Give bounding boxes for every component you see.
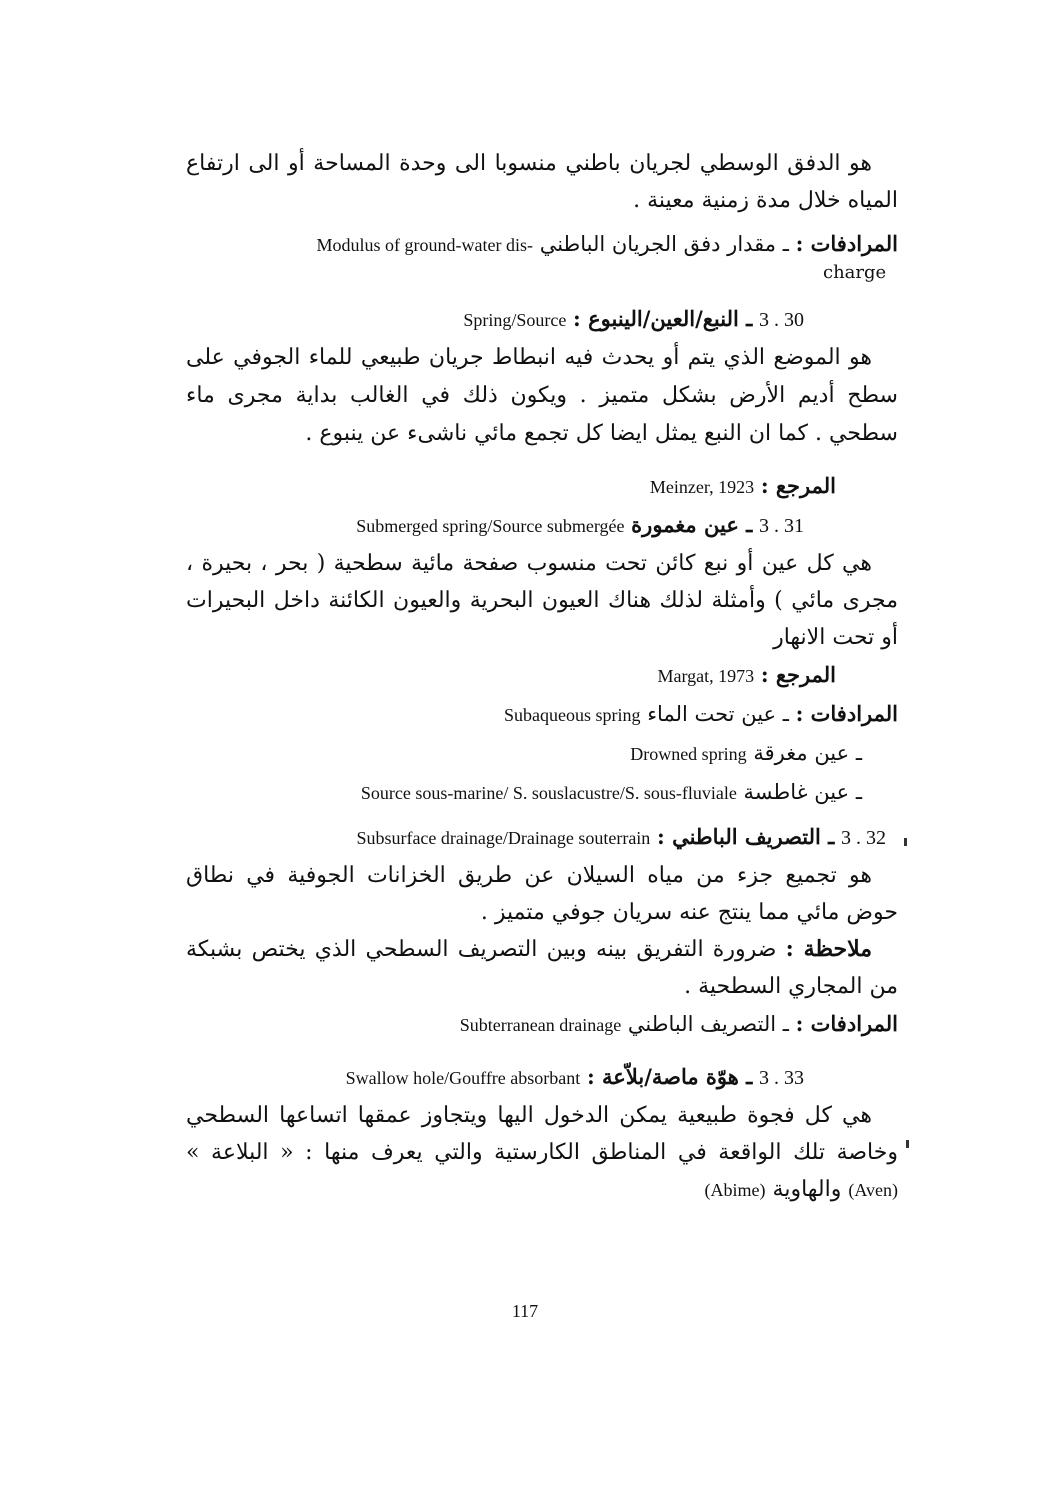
- entry-term-latin: Submerged spring/Source submergée: [356, 516, 625, 536]
- synonym-item: [186, 773, 898, 812]
- synonym-arabic: ـ عين تحت الماء: [647, 702, 789, 726]
- paragraph: هي كل عين أو نبع كائن تحت منسوب صفحة مائية سطحية ( بحر ، بحيرة ، مجرى مائي ) وأمثلة لذلك هناك العيون البحرية والعيون الكائنة داخل البحيرات أو تحت الانهار: [186, 551, 898, 650]
- entry-term-latin: Spring/Source: [463, 310, 567, 330]
- term-latin: (Aven): [848, 1180, 898, 1200]
- reference-line: [186, 467, 898, 506]
- page-number: 117: [511, 1301, 539, 1321]
- synonym-arabic: ـ مقدار دفق الجريان الباطني: [539, 232, 789, 256]
- synonym-latin: Drowned spring: [630, 744, 747, 764]
- term-latin: (Abime): [704, 1180, 766, 1200]
- synonym-arabic: ـ التصريف الباطني: [627, 1012, 789, 1036]
- reference-label: المرجع :: [760, 473, 836, 498]
- entry-number: 3 . 32: [841, 827, 886, 849]
- entry-number: 3 . 33: [759, 1067, 804, 1089]
- note-label: ملاحظة :: [785, 936, 872, 962]
- reference-value: Margat, 1973: [657, 666, 755, 686]
- entry-term-latin: Swallow hole/Gouffre absorbant: [345, 1068, 581, 1088]
- synonym-latin: Subterranean drainage: [459, 1015, 622, 1035]
- synonyms-line: [186, 695, 898, 734]
- paragraph: هو تجميع جزء من مياه السيلان عن طريق الخزانات الجوفية في نطاق حوض مائي مما ينتج عنه سريان جوفي متميز .: [186, 863, 898, 925]
- entry-title: ـ التصريف الباطني :: [657, 824, 835, 849]
- reference-label: المرجع :: [760, 662, 836, 687]
- paragraph: هي كل فجوة طبيعية يمكن الدخول اليها ويتجاوز عمقها اتساعها السطحي وخاصة تلك الواقعة في المناطق الكارستية والتي يعرف منها : « البلاعة » (Aven) والهاوية (Abime): [186, 1103, 898, 1202]
- entry-number: 3 . 31: [759, 515, 804, 537]
- synonym-latin: Modulus of ground-water dis-: [316, 235, 533, 255]
- synonym-item: [186, 734, 898, 773]
- synonyms-line: [186, 225, 898, 264]
- entry-title: ـ هوّة ماصة/بلاّعة :: [586, 1064, 753, 1089]
- synonym-arabic: ـ عين مغرقة: [753, 741, 862, 765]
- synonyms-label: المرادفات :: [795, 231, 898, 256]
- entry-title: ـ النبع/العين/الينبوع :: [573, 306, 753, 331]
- scan-mark: [904, 838, 907, 846]
- page-content: [186, 145, 898, 1209]
- reference-value: Meinzer, 1923: [649, 477, 755, 497]
- entry-heading-3-31: [186, 506, 898, 545]
- synonym-continuation: charge: [823, 262, 887, 283]
- entry-term-latin: Subsurface drainage/Drainage souterrain: [356, 828, 651, 848]
- entry-number: 3 . 30: [759, 309, 804, 331]
- entry-heading-3-30: [186, 300, 898, 339]
- entry-heading-3-32: [186, 818, 898, 857]
- synonym-latin: Subaqueous spring: [504, 705, 641, 725]
- scan-mark: [906, 1140, 909, 1148]
- synonyms-label: المرادفات :: [795, 701, 898, 726]
- synonym-arabic: ـ عين غاطسة: [743, 780, 862, 804]
- synonyms-line: [186, 1005, 898, 1044]
- synonym-latin: Source sous-marine/ S. souslacustre/S. sous-fluviale: [360, 783, 737, 803]
- entry-title: ـ عين مغمورة: [631, 512, 753, 537]
- entry-heading-3-33: [186, 1058, 898, 1097]
- paragraph: هو الموضع الذي يتم أو يحدث فيه انبطاط جريان طبيعي للماء الجوفي على سطح أديم الأرض بشكل متميز . ويكون ذلك في الغالب بداية مجرى ماء سطحي . كما ان النبع يمثل ايضا كل تجمع مائي ناشىء عن ينبوع .: [186, 345, 898, 446]
- reference-line: [186, 656, 898, 695]
- note-paragraph: ملاحظة : ضرورة التفريق بينه وبين التصريف السطحي الذي يختص بشبكة من المجاري السطحية .: [186, 936, 898, 999]
- paragraph: هو الدفق الوسطي لجريان باطني منسوبا الى وحدة المساحة أو الى ارتفاع المياه خلال مدة زمنية معينة .: [186, 151, 898, 213]
- synonyms-label: المرادفات :: [795, 1011, 898, 1036]
